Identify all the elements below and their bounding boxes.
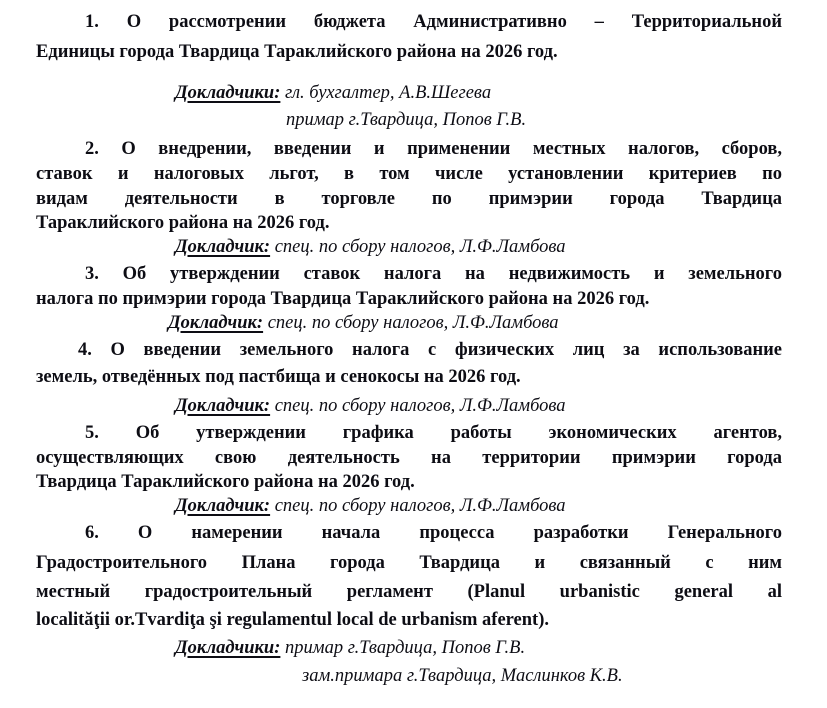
reporter-name: примар г.Твардица, Попов Г.В. — [286, 110, 527, 130]
item-4-reporter — [175, 395, 566, 417]
item-2-reporter — [175, 236, 566, 258]
item-2-line-4: Тараклийского района на 2026 год. — [36, 213, 330, 233]
item-6-line-3: местный градостроительный регламент (Planul urbanistic general al — [36, 582, 782, 602]
item-6-line-2: Градостроительного Плана города Твардица и связанный с ним — [36, 553, 782, 573]
item-5-line-2: осуществляющих свою деятельность на территории примэрии города — [36, 448, 782, 468]
reporter-label: Докладчик: — [168, 313, 264, 333]
item-3-line-2: налога по примэрии города Твардица Тараклийского района на 2026 год. — [36, 289, 650, 309]
reporter-label: Докладчик: — [175, 396, 271, 416]
item-6-reporter — [175, 637, 525, 659]
item-5-line-3: Твардица Тараклийского района на 2026 год. — [36, 472, 415, 492]
item-6-line-4: localităţii or.Tvardiţa şi regulamentul local de urbanism aferent). — [36, 610, 550, 630]
reporter-label: Докладчики: — [175, 638, 281, 658]
item-4-line-1: 4. О введении земельного налога с физических лиц за использование — [78, 340, 782, 360]
item-6-reporter-2 — [302, 665, 623, 687]
reporter-name: спец. по сбору налогов, Л.Ф.Ламбова — [274, 237, 566, 257]
item-2-line-2: ставок и налоговых льгот, в том числе установлении критериев по — [36, 164, 782, 184]
item-4-line-2: земель, отведённых под пастбища и сенокосы на 2026 год. — [36, 367, 521, 387]
reporter-name: примар г.Твардица, Попов Г.В. — [285, 638, 526, 658]
item-1-reporter — [175, 82, 491, 104]
item-5-reporter — [175, 495, 566, 517]
reporter-label: Докладчики: — [175, 83, 281, 103]
item-2-line-3: видам деятельности в торговле по примэрии города Твардица — [36, 189, 782, 209]
item-3-reporter — [168, 312, 559, 334]
item-1-line-2: Единицы города Твардица Тараклийского района на 2026 год. — [36, 42, 558, 62]
reporter-label: Докладчик: — [175, 237, 271, 257]
reporter-name: зам.примара г.Твардица, Маслинков К.В. — [302, 666, 623, 686]
reporter-name: спец. по сбору налогов, Л.Ф.Ламбова — [274, 396, 566, 416]
reporter-name: спец. по сбору налогов, Л.Ф.Ламбова — [274, 496, 566, 516]
item-2-line-1: 2. О внедрении, введении и применении местных налогов, сборов, — [85, 139, 782, 159]
reporter-name: спец. по сбору налогов, Л.Ф.Ламбова — [267, 313, 559, 333]
item-5-line-1: 5. Об утверждении графика работы экономических агентов, — [85, 423, 782, 443]
item-3-line-1: 3. Об утверждении ставок налога на недвижимость и земельного — [85, 264, 782, 284]
reporter-name: гл. бухгалтер, А.В.Шегева — [285, 83, 492, 103]
item-1-line-1: 1. О рассмотрении бюджета Административно – Территориальной — [85, 12, 782, 32]
item-6-line-1: 6. О намерении начала процесса разработки Генерального — [85, 523, 782, 543]
item-1-reporter-2 — [286, 109, 526, 131]
reporter-label: Докладчик: — [175, 496, 271, 516]
